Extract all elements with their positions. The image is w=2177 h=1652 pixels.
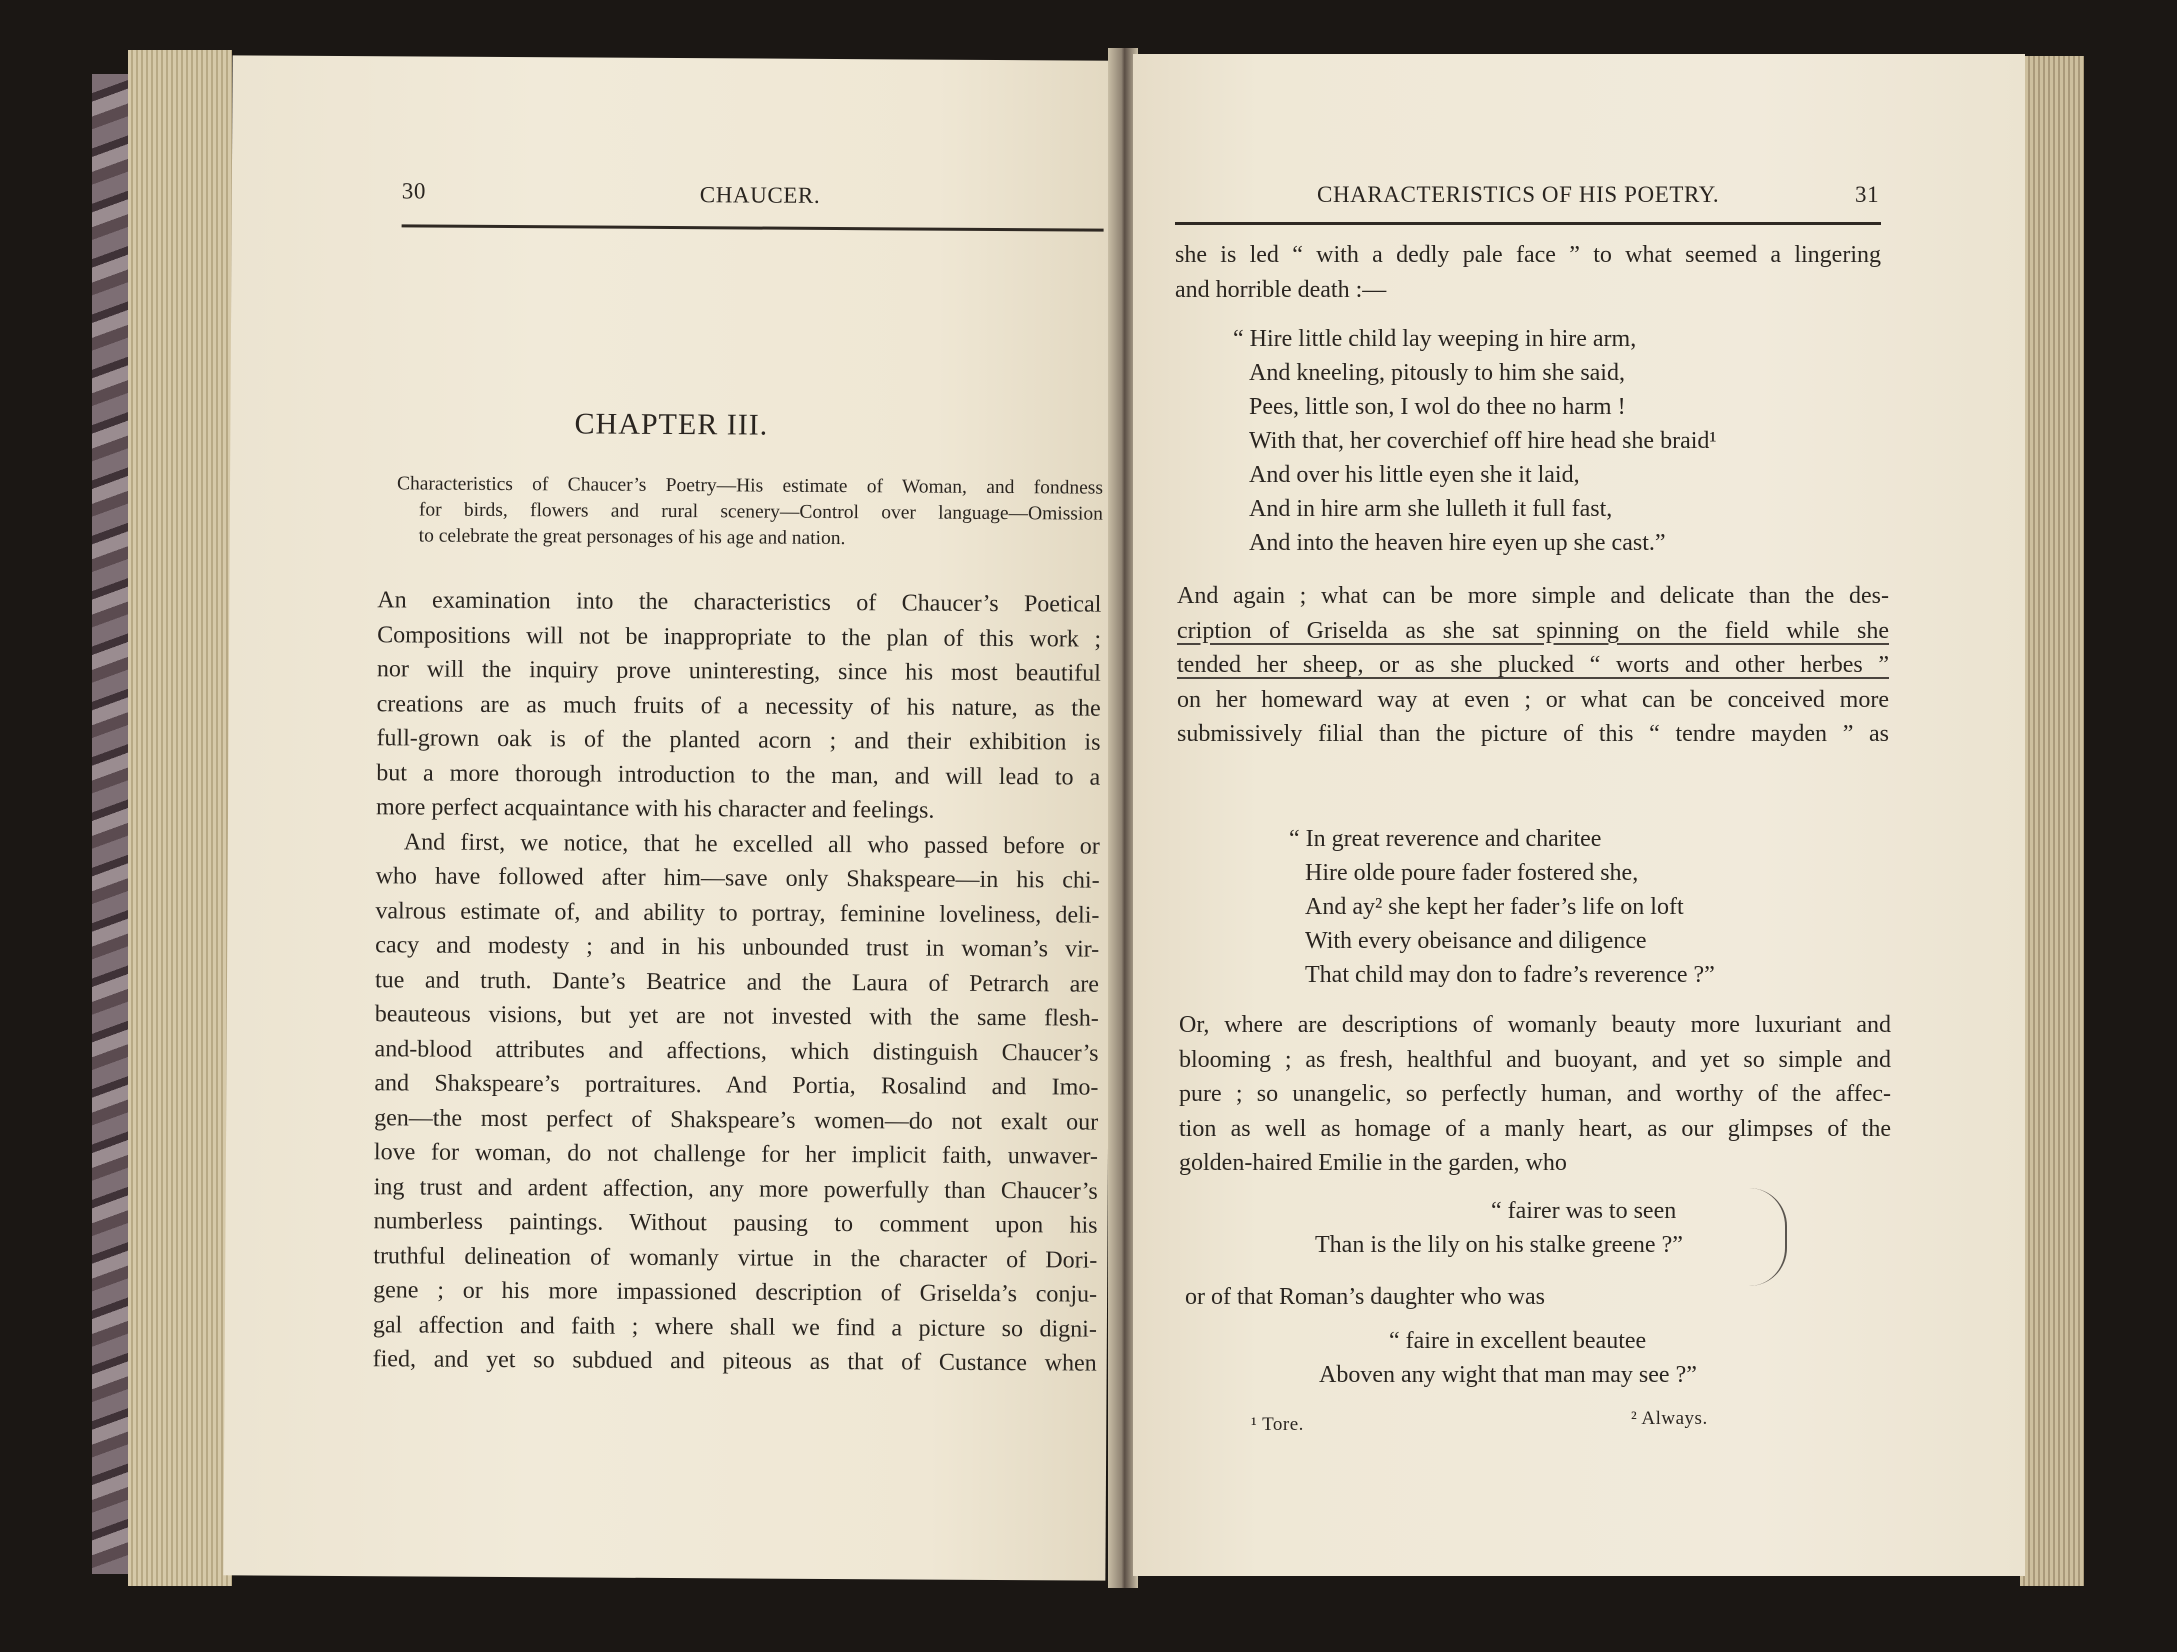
text-line: cacy and modesty ; and in his unbounded trust in woman’s vir- [375,932,1100,963]
verse-line: And in hire arm she lulleth it full fast, [1249,496,1613,522]
chapter-title: CHAPTER III. [574,407,769,442]
verse-line: “ In great reverence and charitee [1289,826,1602,852]
text-line: but a more thorough introduction to the man, and will lead to a [376,759,1101,791]
text-line: gen—the most perfect of Shakspeare’s women—do not exalt our [374,1104,1099,1136]
text-line: Or, where are descriptions of womanly beauty more luxuriant and [1179,1012,1891,1038]
text-line: pure ; so unangelic, so perfectly human, and worthy of the affec- [1179,1081,1891,1107]
text-line: and-blood attributes and affections, which distinguish Chaucer’s [374,1035,1099,1067]
text-line: and horrible death :— [1175,276,1387,303]
header-rule [402,224,1104,231]
summary-line: for birds, flowers and rural scenery—Control over language—Omission [418,499,1103,525]
text-line: on her homeward way at even ; or what can be conceived more [1177,686,1889,713]
text-line: truthful delineation of womanly virtue in the character of Dori- [373,1242,1098,1274]
summary-line: Characteristics of Chaucer’s Poetry—His estimate of Woman, and fondness [396,473,1104,499]
running-head: CHAUCER. [699,182,821,208]
paragraph-griselda [1177,579,1889,752]
page-number: 31 [1855,182,1880,207]
text-line: love for woman, do not challenge for her implicit faith, unwaver- [373,1139,1099,1170]
right-page [1133,54,2025,1576]
text-line: numberless paintings. Without pausing to comment upon his [373,1208,1098,1239]
text-line: more perfect acquaintance with his character and feelings. [375,794,935,824]
summary-line: to celebrate the great personages of his age and nation. [418,525,846,550]
verse-line: Pees, little son, I wol do thee no harm ! [1249,394,1626,420]
verse-block [1233,322,1717,560]
text-line: she is led “ with a dedly pale face ” to what seemed a lingering [1175,242,1881,268]
right-page-edges [2020,56,2084,1586]
verse-line: Than is the lily on his stalke greene ?” [1315,1232,1683,1258]
text-line: Compositions will not be inappropriate to the plan of this work ; [377,621,1102,653]
paragraph-emilie [1179,1008,1891,1181]
quote-block [1319,1324,1697,1392]
connector-text: or of that Roman’s daughter who was [1185,1284,1545,1310]
text-line: valrous estimate of, and ability to portray, feminine loveliness, deli- [375,897,1100,929]
text-line: gal affection and faith ; where shall we find a picture so digni- [372,1311,1097,1343]
header-rule [1175,222,1881,225]
text-line: submissively filial than the picture of this “ tendre mayden ” as [1177,721,1889,747]
verse-line: Hire olde poure fader fostered she, [1305,860,1639,886]
text-line: creations are as much fruits of a necessity of his nature, as the [376,690,1101,722]
intro-text [1175,238,1881,307]
verse-line: “ faire in excellent beautee [1389,1328,1647,1354]
text-line: and Shakspeare’s portraitures. And Portia, Rosalind and Imo- [374,1070,1099,1101]
verse-line: “ Hire little child lay weeping in hire arm, [1233,326,1637,352]
left-body-text [373,583,1102,1381]
text-line: tue and truth. Dante’s Beatrice and the Laura of Petrarch are [374,966,1100,998]
verse-line: That child may don to fadre’s reverence ?” [1305,962,1715,988]
text-line: An examination into the characteristics of Chaucer’s Poetical [377,587,1102,618]
footnote: ² Always. [1631,1408,1708,1429]
text-line: And first, we notice, that he excelled all who passed before or [403,828,1100,860]
underlined-text-line: cription of Griselda as she sat spinning on the field while she [1177,617,1889,644]
chapter-summary [397,471,1103,553]
text-line: gene ; or his more impassioned description of Griselda’s conju- [373,1277,1098,1308]
footnote: ¹ Tore. [1251,1414,1304,1435]
verse-line: And ay² she kept her fader’s life on loft [1305,894,1684,920]
verse-line: Aboven any wight that man may see ?” [1319,1362,1697,1388]
verse-line: With every obeisance and diligence [1305,928,1647,954]
quote-block [1315,1194,1683,1262]
text-line: who have followed after him—save only Shakspeare—in his chi- [375,863,1100,894]
text-line: tion as well as homage of a manly heart, as our glimpses of the [1179,1115,1891,1142]
page-number: 30 [401,178,427,204]
left-page [223,55,1114,1580]
pencil-bracket [1749,1188,1787,1286]
text-line: nor will the inquiry prove uninteresting, since his most beautiful [376,656,1101,687]
underlined-text-line: tended her sheep, or as she plucked “ worts and other herbes ” [1177,652,1889,678]
text-line: golden-haired Emilie in the garden, who [1179,1150,1567,1176]
text-line: beauteous visions, but yet are not invested with the same flesh- [374,1001,1099,1032]
text-line: And again ; what can be more simple and delicate than the des- [1177,583,1889,609]
text-line: blooming ; as fresh, healthful and buoyant, and yet so simple and [1179,1046,1891,1073]
text-line: full-grown oak is of the planted acorn ; and their exhibition is [376,725,1101,756]
verse-line: And over his little eyen she it laid, [1249,462,1580,488]
left-page-edges [128,50,232,1586]
verse-line: “ fairer was to seen [1491,1198,1677,1224]
running-head: CHARACTERISTICS OF HIS POETRY. [1317,182,1720,207]
verse-block [1289,822,1715,992]
verse-line: And kneeling, pitously to him she said, [1249,360,1625,386]
verse-line: And into the heaven hire eyen up she cast.” [1249,530,1666,556]
text-line: ing trust and ardent affection, any more powerfully than Chaucer’s [373,1173,1098,1205]
text-line: fied, and yet so subdued and piteous as that of Custance when [372,1346,1097,1377]
verse-line: With that, her coverchief off hire head she braid¹ [1249,428,1717,454]
